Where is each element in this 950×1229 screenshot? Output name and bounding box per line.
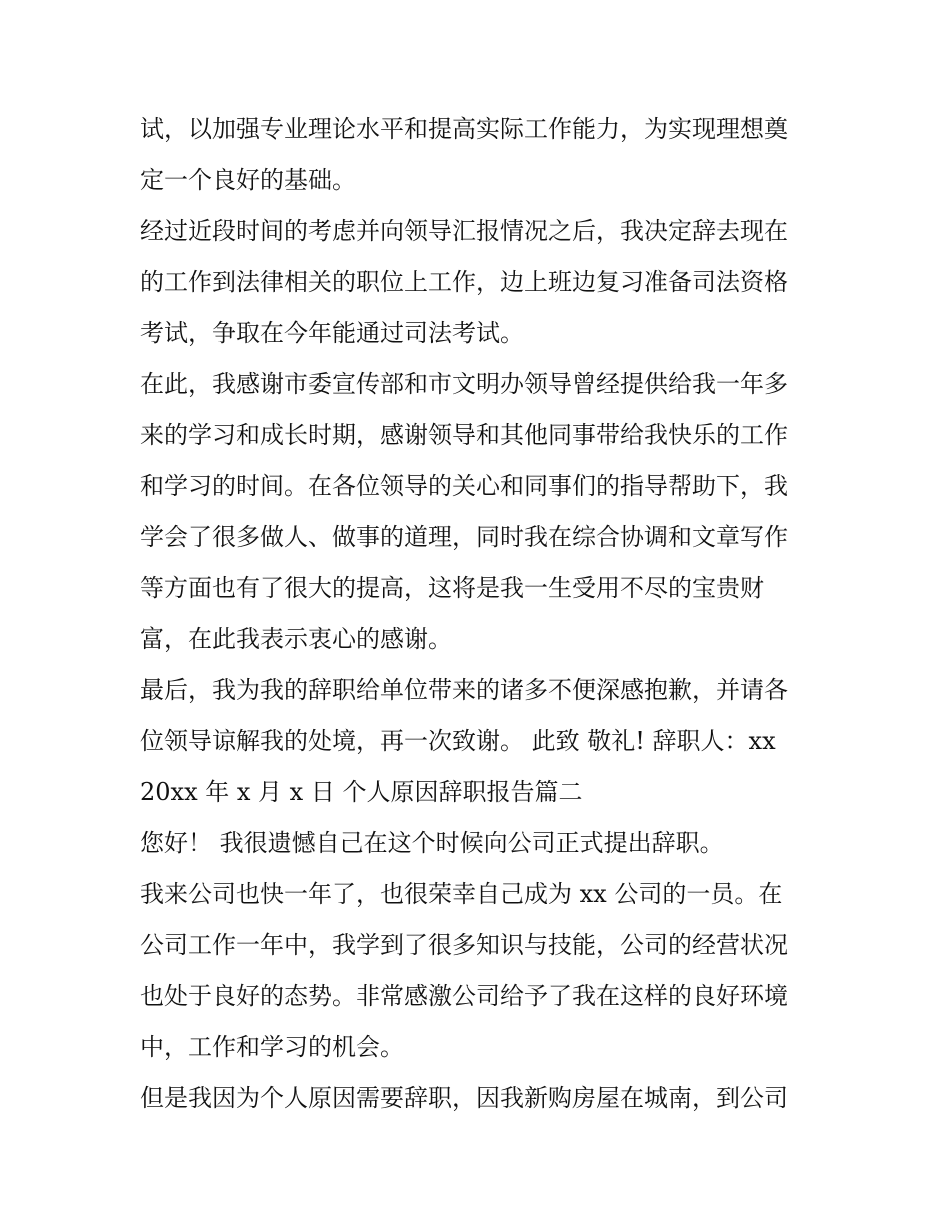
text-line: 的工作到法律相关的职位上工作，边上班边复习准备司法资格 xyxy=(140,268,788,296)
text-line: 和学习的时间。在各位领导的关心和同事们的指导帮助下，我 xyxy=(140,472,788,500)
text-line: 但是我因为个人原因需要辞职，因我新购房屋在城南，到公司 xyxy=(140,1084,788,1112)
text-line: 经过近段时间的考虑并向领导汇报情况之后，我决定辞去现在 xyxy=(140,217,788,245)
document-body xyxy=(140,104,820,1124)
text-line: 中，工作和学习的机会。 xyxy=(140,1033,404,1061)
text-line: 试，以加强专业理论水平和提高实际工作能力，为实现理想奠 xyxy=(140,115,788,143)
text-line: 位领导谅解我的处境，再一次致谢。 此致 敬礼! 辞职人：xx xyxy=(140,727,776,755)
text-line: 公司工作一年中，我学到了很多知识与技能，公司的经营状况 xyxy=(140,931,788,959)
text-line: 等方面也有了很大的提高，这将是我一生受用不尽的宝贵财 xyxy=(140,574,764,602)
text-line: 也处于良好的态势。非常感激公司给予了我在这样的良好环境 xyxy=(140,982,788,1010)
text-line: 定一个良好的基础。 xyxy=(140,166,356,194)
text-line: 我来公司也快一年了，也很荣幸自己成为 xx 公司的一员。在 xyxy=(140,880,783,908)
text-line: 您好！ 我很遗憾自己在这个时候向公司正式提出辞职。 xyxy=(140,829,724,857)
text-line: 来的学习和成长时期，感谢领导和其他同事带给我快乐的工作 xyxy=(140,421,788,449)
text-line: 最后，我为我的辞职给单位带来的诸多不便深感抱歉，并请各 xyxy=(140,676,788,704)
text-line: 学会了很多做人、做事的道理，同时我在综合协调和文章写作 xyxy=(140,523,788,551)
text-line: 在此，我感谢市委宣传部和市文明办领导曾经提供给我一年多 xyxy=(140,370,788,398)
text-line: 考试，争取在今年能通过司法考试。 xyxy=(140,319,524,347)
text-line: 富，在此我表示衷心的感谢。 xyxy=(140,625,452,653)
text-line: 20xx 年 x 月 x 日 个人原因辞职报告篇二 xyxy=(140,778,583,806)
